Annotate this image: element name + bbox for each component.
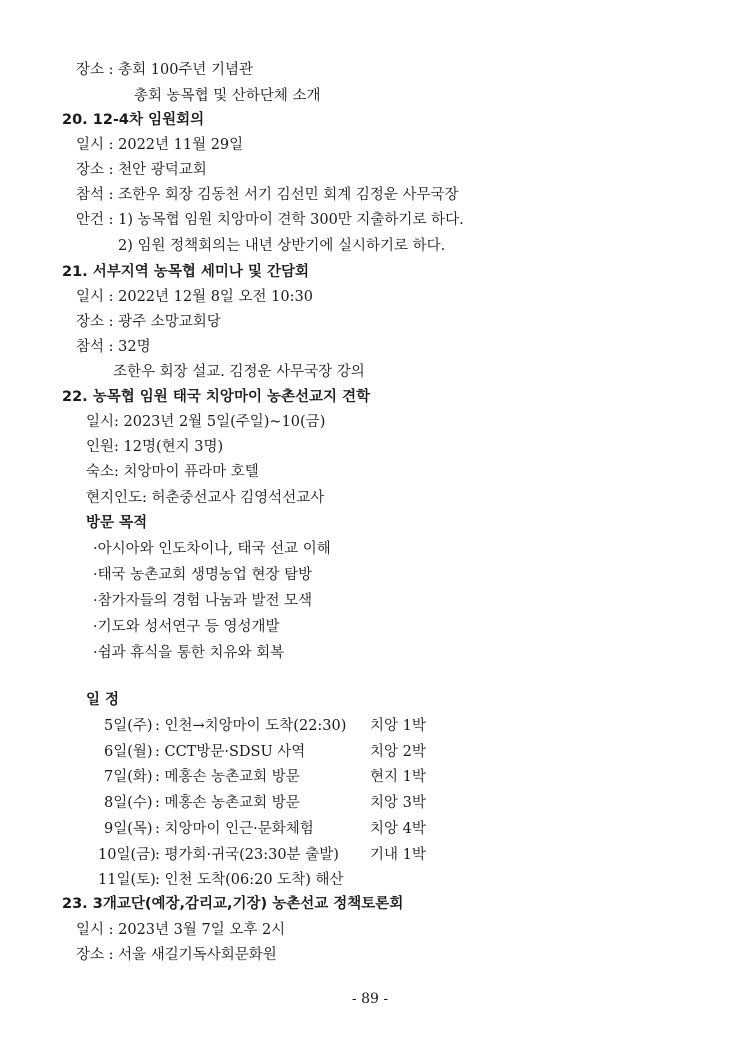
schedule-day: 11일(토) [98,872,156,888]
purpose-item: ·태국 농촌교회 생명농업 현장 탐방 [93,567,313,583]
schedule-activity: : 평가회·귀국(23:30분 출발) [155,847,339,863]
s23-place: 장소 : 서울 새길기독사회문화원 [76,947,277,963]
schedule-day: 10일(금) [98,847,156,863]
schedule-stay: 치앙 2박 [370,744,426,760]
schedule-day: 9일(목) [104,821,153,837]
schedule-activity: : 인천 도착(06:20 도착) 해산 [155,872,344,888]
s20-agenda-1: 안건 : 1) 농목협 임원 치앙마이 견학 300만 지출하기로 하다. [76,212,464,228]
section-20-title: 20. 12-4차 임원회의 [62,112,205,128]
section-23-title: 23. 3개교단(예장,감리교,기장) 농촌선교 정책토론회 [62,896,404,912]
s23-date: 일시 : 2023년 3월 7일 오후 2시 [76,922,286,938]
page-number: - 89 - [351,991,389,1007]
schedule-stay: 치앙 1박 [370,718,426,734]
s20-agenda-2: 2) 임원 정책회의는 내년 상반기에 실시하기로 하다. [118,238,446,254]
purpose-item: ·쉼과 휴식을 통한 치유와 회복 [93,645,285,661]
purpose-item: ·아시아와 인도차이나, 태국 선교 이해 [93,541,331,557]
section-21-title: 21. 서부지역 농목협 세미나 및 간담회 [62,264,310,280]
s22-people: 인원: 12명(현지 3명) [86,439,224,455]
s22-guide: 현지인도: 허춘중선교사 김영석선교사 [86,490,325,506]
schedule-stay: 기내 1박 [370,847,426,863]
schedule-activity: : 메홍손 농촌교회 방문 [155,795,300,811]
prev-place: 장소 : 총회 100주년 기념관 [76,62,254,78]
s21-date: 일시 : 2022년 12월 8일 오전 10:30 [76,289,313,305]
schedule-activity: : 메홍손 농촌교회 방문 [155,769,300,785]
schedule-stay: 치앙 3박 [370,795,426,811]
schedule-activity: : CCT방문·SDSU 사역 [155,744,306,760]
schedule-activity: : 인천→치앙마이 도착(22:30) [155,718,347,734]
s20-attendees: 참석 : 조한우 회장 김동천 서기 김선민 회계 김정운 사무국장 [76,187,459,203]
purpose-heading: 방문 목적 [86,515,148,531]
schedule-stay: 치앙 4박 [370,821,426,837]
s22-date: 일시: 2023년 2월 5일(주일)~10(금) [86,414,326,430]
section-22-title: 22. 농목협 임원 태국 치앙마이 농촌선교지 견학 [62,389,371,405]
schedule-activity: : 치앙마이 인근·문화체험 [155,821,314,837]
schedule-day: 6일(월) [104,744,153,760]
schedule-day: 7일(화) [104,769,153,785]
s20-date: 일시 : 2022년 11월 29일 [76,137,244,153]
schedule-day: 5일(주) [104,718,153,734]
s22-lodging: 숙소: 치앙마이 퓨라마 호텔 [86,464,259,480]
schedule-day: 8일(수) [104,795,153,811]
purpose-item: ·기도와 성서연구 등 영성개발 [93,619,280,635]
s21-place: 장소 : 광주 소망교회당 [76,314,221,330]
schedule-heading: 일 정 [86,692,120,708]
purpose-item: ·참가자들의 경험 나눔과 발전 모색 [93,593,313,609]
schedule-stay: 현지 1박 [370,769,426,785]
s21-attendees: 참석 : 32명 [76,339,151,355]
prev-intro: 총회 농목협 및 산하단체 소개 [134,88,321,104]
s20-place: 장소 : 천안 광덕교회 [76,162,207,178]
s21-note: 조한우 회장 설교. 김정운 사무국장 강의 [113,364,365,380]
